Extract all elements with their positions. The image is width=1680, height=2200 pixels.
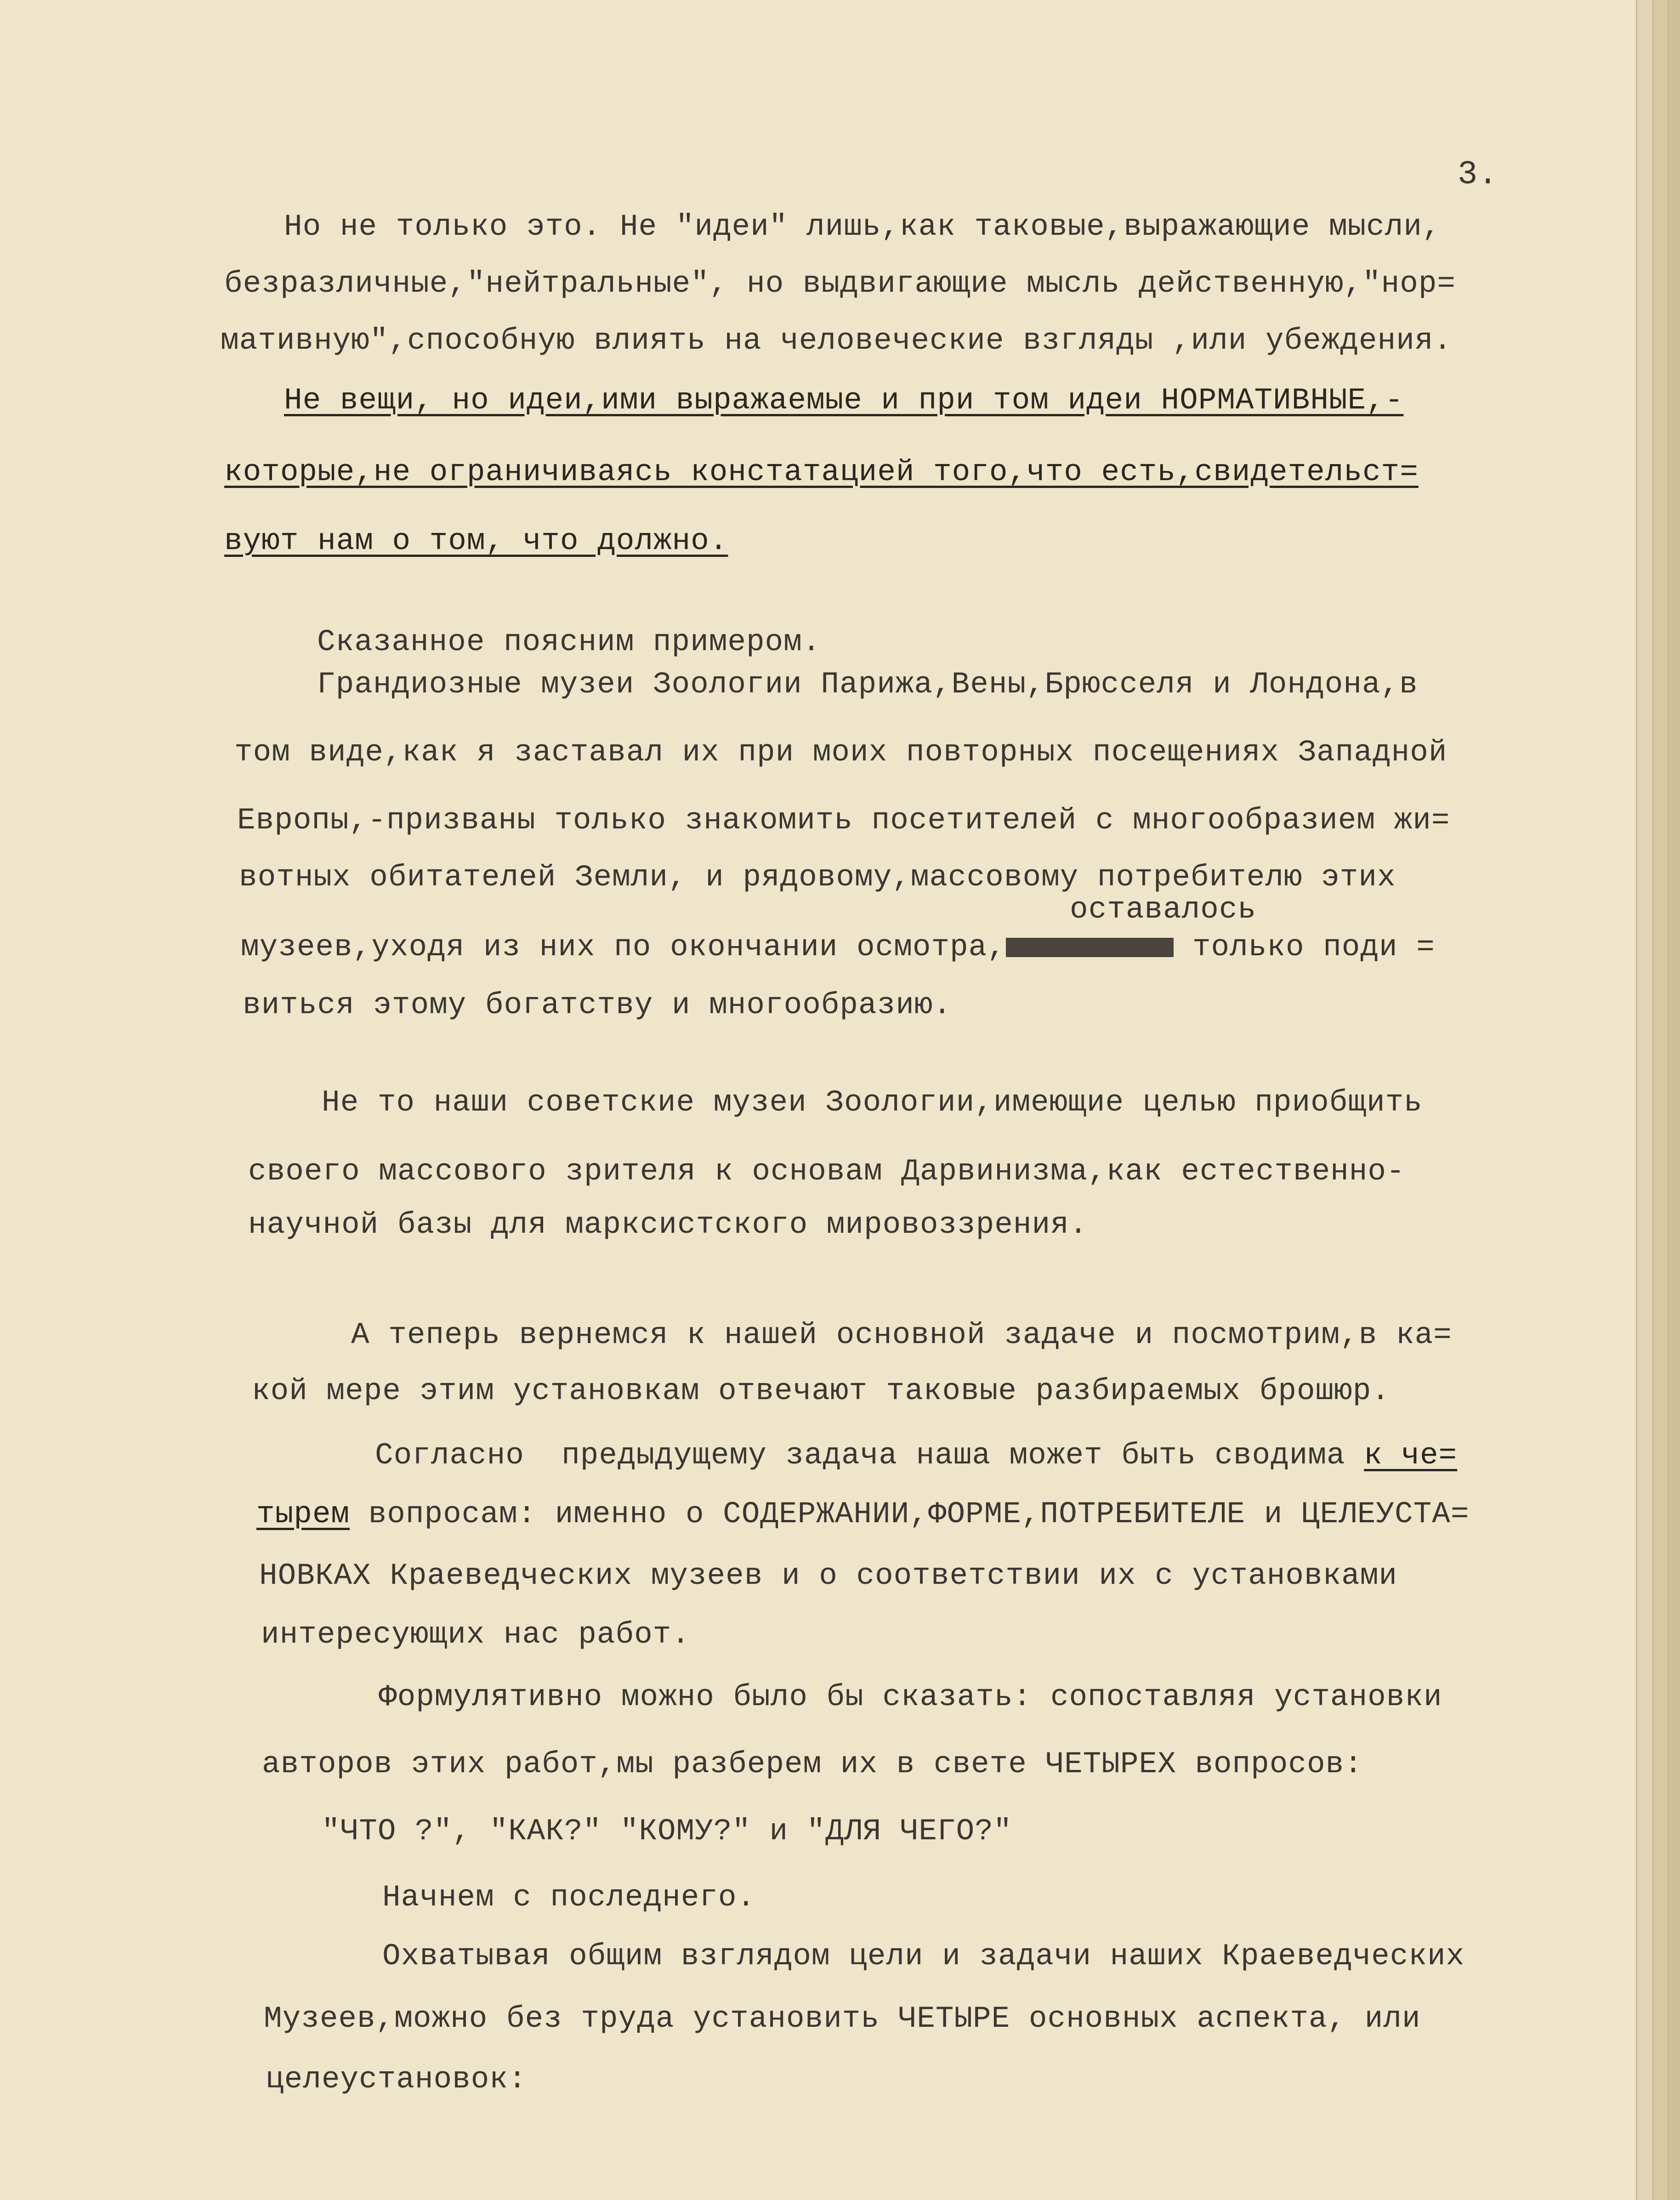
paragraph-4-line-3: Европы,-призваны только знакомить посетителей с многообразием жи= (237, 803, 1450, 838)
paragraph-7-line-1-underlined: к че= (1364, 1438, 1458, 1473)
paragraph-4-line-2: том виде,как я заставал их при моих повторных посещениях Западной (234, 735, 1447, 770)
paragraph-1-line-3: мативную",способную влиять на человеческие взгляды ,или убеждения. (221, 323, 1453, 358)
struck-out-word (1006, 938, 1174, 957)
paragraph-4-line-5-start: музеев,уходя из них по окончании осмотра, (241, 930, 1006, 964)
paragraph-11-line-2: Музеев,можно без труда установить ЧЕТЫРЕ основных аспекта, или (264, 2002, 1421, 2036)
paragraph-2-line-3: вуют нам о том, что должно. (224, 524, 728, 558)
paragraph-7-line-4: интересующих нас работ. (261, 1617, 690, 1652)
paragraph-9: "ЧТО ?", "КАК?" "КОМУ?" и "ДЛЯ ЧЕГО?" (322, 1814, 1012, 1848)
paragraph-6-line-2: кой мере этим установкам отвечают таковые разбираемых брошюр. (252, 1374, 1390, 1408)
paragraph-1-line-1: Но не только это. Не "идеи" лишь,как таковые,выражающие мысли, (284, 210, 1441, 244)
page-number: 3. (1458, 156, 1498, 193)
paragraph-7-line-1-text: Согласно предыдущему задача наша может быть сводима (375, 1438, 1364, 1473)
handwritten-style-insertion: оставалось (1070, 892, 1257, 927)
paragraph-5-line-1: Не то наши советские музеи Зоологии,имеющие целью приобщить (322, 1085, 1423, 1120)
paragraph-5-line-3: научной базы для марксистского мировоззрения. (248, 1208, 1088, 1242)
paragraph-7-line-1 (375, 1437, 1457, 1474)
paragraph-5-line-2: своего массового зрителя к основам Дарвинизма,как естественно- (248, 1154, 1405, 1189)
paragraph-10: Начнем с последнего. (382, 1880, 756, 1915)
paragraph-4-line-1: Грандиозные музеи Зоологии Парижа,Вены,Брюсселя и Лондона,в (317, 667, 1418, 702)
paragraph-4-line-5 (241, 929, 1435, 966)
paragraph-11-line-1: Охватывая общим взглядом цели и задачи наших Краеведческих (382, 1939, 1465, 1973)
stacked-page-edge (1652, 0, 1667, 2200)
paragraph-8-line-1: Формулятивно можно было бы сказать: сопоставляя установки (379, 1680, 1442, 1714)
paragraph-3: Сказанное поясним примером. (317, 625, 821, 659)
paragraph-1-line-2: безразличные,"нейтральные", но выдвигающие мысль действенную,"нор= (224, 266, 1456, 301)
paragraph-11-line-3: целеустановок: (266, 2062, 527, 2097)
paragraph-6-line-1: А теперь вернемся к нашей основной задаче и посмотрим,в ка= (351, 1318, 1452, 1352)
paragraph-7-line-2 (256, 1496, 1469, 1533)
paragraph-2-line-2: которые,не ограничиваясь констатацией того,что есть,свидетельст= (224, 455, 1419, 489)
paragraph-2-line-1: Не вещи, но идеи,ими выражаемые и при том идеи НОРМАТИВНЫЕ,- (284, 383, 1404, 418)
paragraph-7-line-2-text: вопросам: именно о СОДЕРЖАНИИ,ФОРМЕ,ПОТРЕБИТЕЛЕ и ЦЕЛЕУСТА= (350, 1497, 1470, 1531)
paragraph-4-line-5-end: только поди = (1174, 930, 1435, 964)
paragraph-4-line-4: вотных обитателей Земли, и рядовому,массовому потребителю этих (239, 860, 1396, 895)
paragraph-8-line-2: авторов этих работ,мы разберем их в свете ЧЕТЫРЕХ вопросов: (262, 1747, 1363, 1781)
paragraph-7-line-2-underlined: тырем (256, 1497, 350, 1531)
paragraph-7-line-3: НОВКАХ Краеведческих музеев и о соответствии их с установками (259, 1559, 1397, 1593)
paragraph-4-line-6: виться этому богатству и многообразию. (243, 988, 952, 1022)
stacked-page-edge (1636, 0, 1652, 2200)
stacked-page-edge (1667, 0, 1680, 2200)
